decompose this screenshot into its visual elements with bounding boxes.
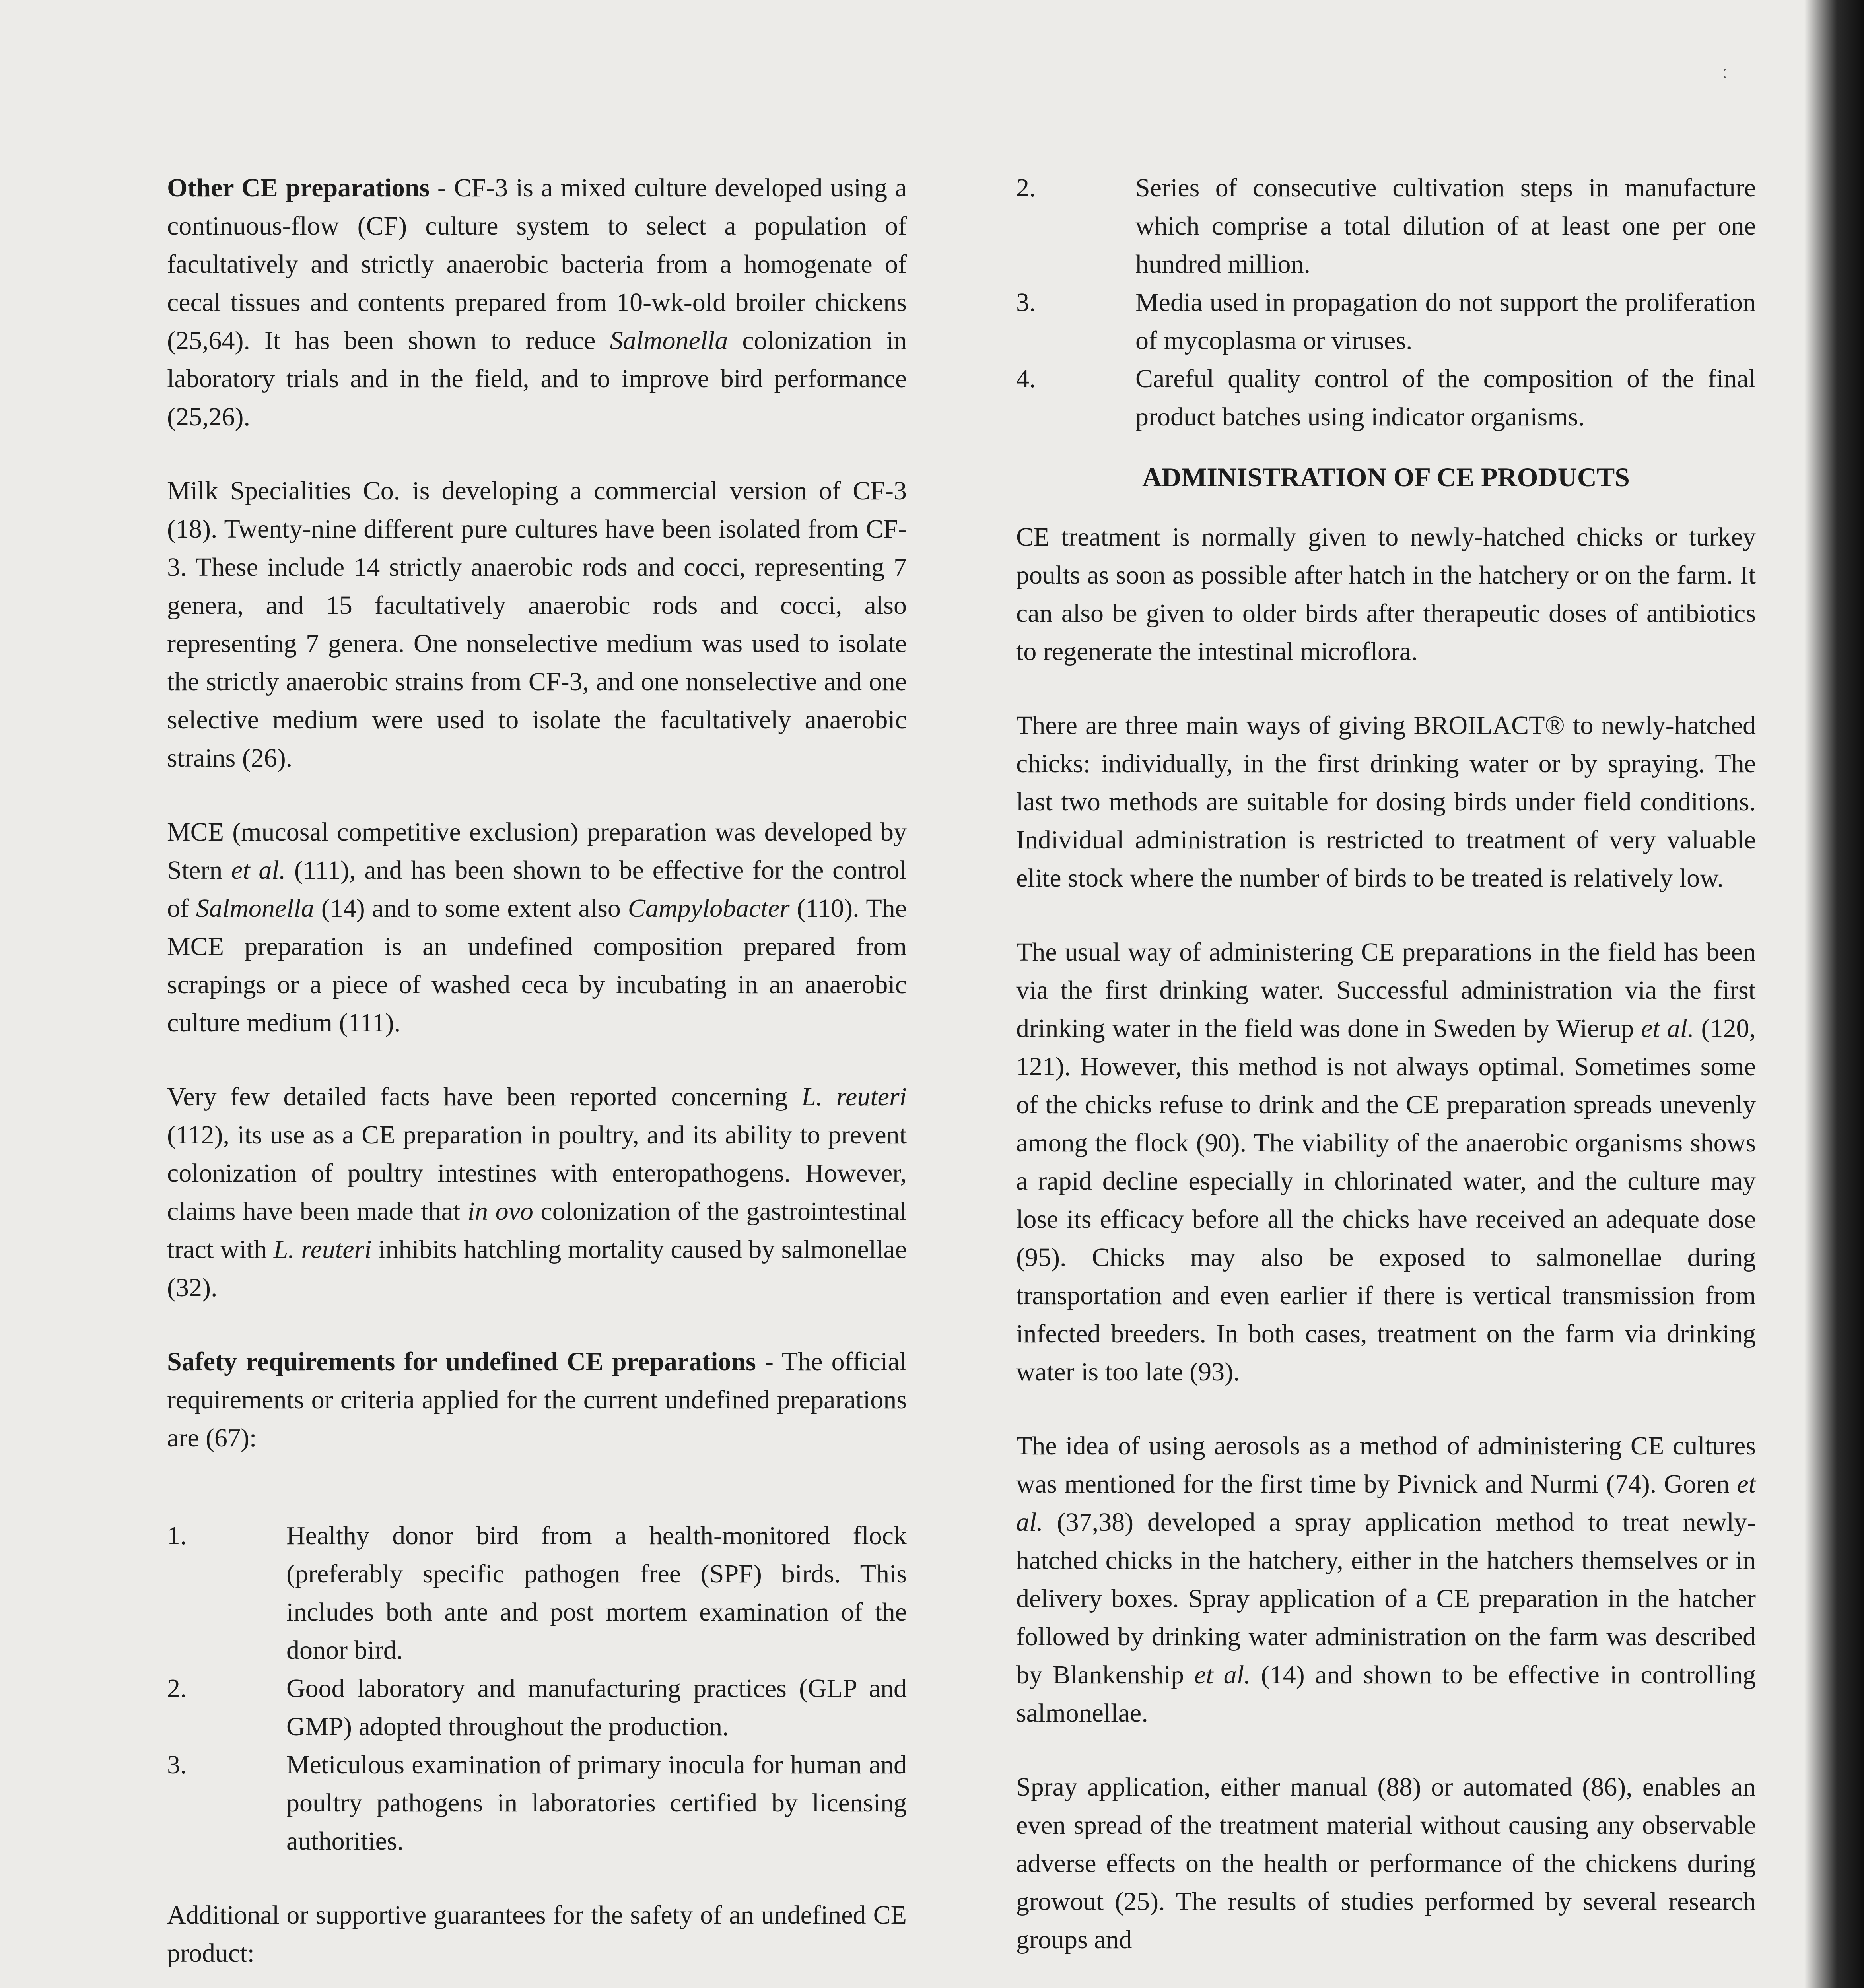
list-item: 3. Meticulous examination of primary inocula for human and poultry pathogens in laboratories certified by licensing authorities. (167, 1750, 907, 1856)
right-column (1016, 169, 1756, 1959)
paragraph-aerosols: The idea of using aerosols as a method of administering CE cultures was mentioned for the first time by Pivnick and Nurmi (74). Goren et al. (37,38) developed a spray application method to treat newly-hatched chicks in the hatchery, either in the hatchers themselves or in delivery boxes. Spray application of a CE preparation in the hatcher followed by drinking water administration on the farm was described by Blankenship et al. (14) and shown to be effective in controlling salmonellae. (1016, 1431, 1756, 1728)
paragraph-safety-requirements: Safety requirements for undefined CE preparations - The official requirements or criteria applied for the current undefined preparations are (67): (167, 1347, 907, 1452)
paragraph-drinking-water: The usual way of administering CE preparations in the field has been via the first drinking water. Successful administration via the first drinking water in the field was done in Sweden by Wierup et al. (120, 121). However, this method is not always optimal. Sometimes some of the chicks refuse to drink and the CE preparation spreads unevenly among the flock (90). The viability of the anaerobic organisms shows a rapid decline especially in chlorinated water, and the culture may lose its efficacy before all the chicks have received an adequate dose (95). Chicks may also be exposed to salmonellae during transportation and even earlier if there is vertical transmission from infected breeders. In both cases, treatment on the farm via drinking water is too late (93). (1016, 938, 1756, 1386)
run-heading: Other CE preparations (167, 173, 430, 202)
list-item: 2. Good laboratory and manufacturing practices (GLP and GMP) adopted throughout the production. (167, 1674, 907, 1741)
run-heading: Safety requirements for undefined CE preparations (167, 1347, 756, 1376)
paragraph-ce-treatment: CE treatment is normally given to newly-hatched chicks or turkey poults as soon as possible after hatch in the hatchery or on the farm. It can also be given to older birds after therapeutic doses of antibiotics to regenerate the intestinal microflora. (1016, 522, 1756, 666)
scan-speck: ː (1722, 60, 1728, 82)
left-column (167, 169, 907, 1988)
list-item: 3. Media used in propagation do not support the proliferation of mycoplasma or viruses. (1016, 288, 1756, 355)
list-item: 4. Careful quality control of the composition of the final product batches using indicator organisms. (1016, 364, 1756, 431)
section-heading: ADMINISTRATION OF CE PRODUCTS (1142, 462, 1630, 492)
paragraph-l-reuteri: Very few detailed facts have been reported concerning L. reuteri (112), its use as a CE preparation in poultry, and its ability to prevent colonization of poultry intestines with enteropathogens. However, claims have been made that in ovo colonization of the gastrointestinal tract with L. reuteri inhibits hatchling mortality caused by salmonellae (32). (167, 1082, 907, 1302)
list-item: 2. Series of consecutive cultivation steps in manufacture which comprise a total dilution of at least one per one hundred million. (1016, 173, 1756, 279)
paragraph-other-ce-preparations: Other CE preparations - CF-3 is a mixed culture developed using a continuous-flow (CF) culture system to select a population of facultatively and strictly anaerobic bacteria from a homogenate of cecal tissues and contents prepared from 10-wk-old broiler chickens (25,64). It has been shown to reduce Salmonella colonization in laboratory trials and in the field, and to improve bird performance (25,26). (167, 173, 907, 431)
paragraph-spray-application: Spray application, either manual (88) or automated (86), enables an even spread of the treatment material without causing any observable adverse effects on the health or performance of the chickens during growout (25). The results of studies performed by several research groups and (1016, 1773, 1756, 1954)
paragraph-additional-guarantees: Additional or supportive guarantees for the safety of an undefined CE product: (167, 1901, 907, 1968)
paragraph-mce: MCE (mucosal competitive exclusion) preparation was developed by Stern et al. (111), and has been shown to be effective for the control of Salmonella (14) and to some extent also Campylobacter (110). The MCE preparation is an undefined composition prepared from scrapings or a piece of washed ceca by incubating in an anaerobic culture medium (111). (167, 817, 907, 1037)
paragraph-three-ways: There are three main ways of giving BROILACT® to newly-hatched chicks: individually, in the first drinking water or by spraying. The last two methods are suitable for dosing birds under field conditions. Individual administration is restricted to treatment of very valuable elite stock where the number of birds to be treated is relatively low. (1016, 711, 1756, 893)
paragraph-milk-specialities: Milk Specialities Co. is developing a commercial version of CF-3 (18). Twenty-nine different pure cultures have been isolated from CF-3. These include 14 strictly anaerobic rods and cocci, representing 7 genera, and 15 facultatively anaerobic rods and cocci, also representing 7 genera. One nonselective medium was used to isolate the strictly anaerobic strains from CF-3, and one nonselective and one selective medium were used to isolate the facultatively anaerobic strains (26). (167, 476, 907, 773)
list-item: 1. Healthy donor bird from a health-monitored flock (preferably specific pathogen free (SPF) birds. This includes both ante and post mortem examination of the donor bird. (167, 1521, 907, 1665)
scan-edge-shadow (1804, 0, 1864, 1988)
